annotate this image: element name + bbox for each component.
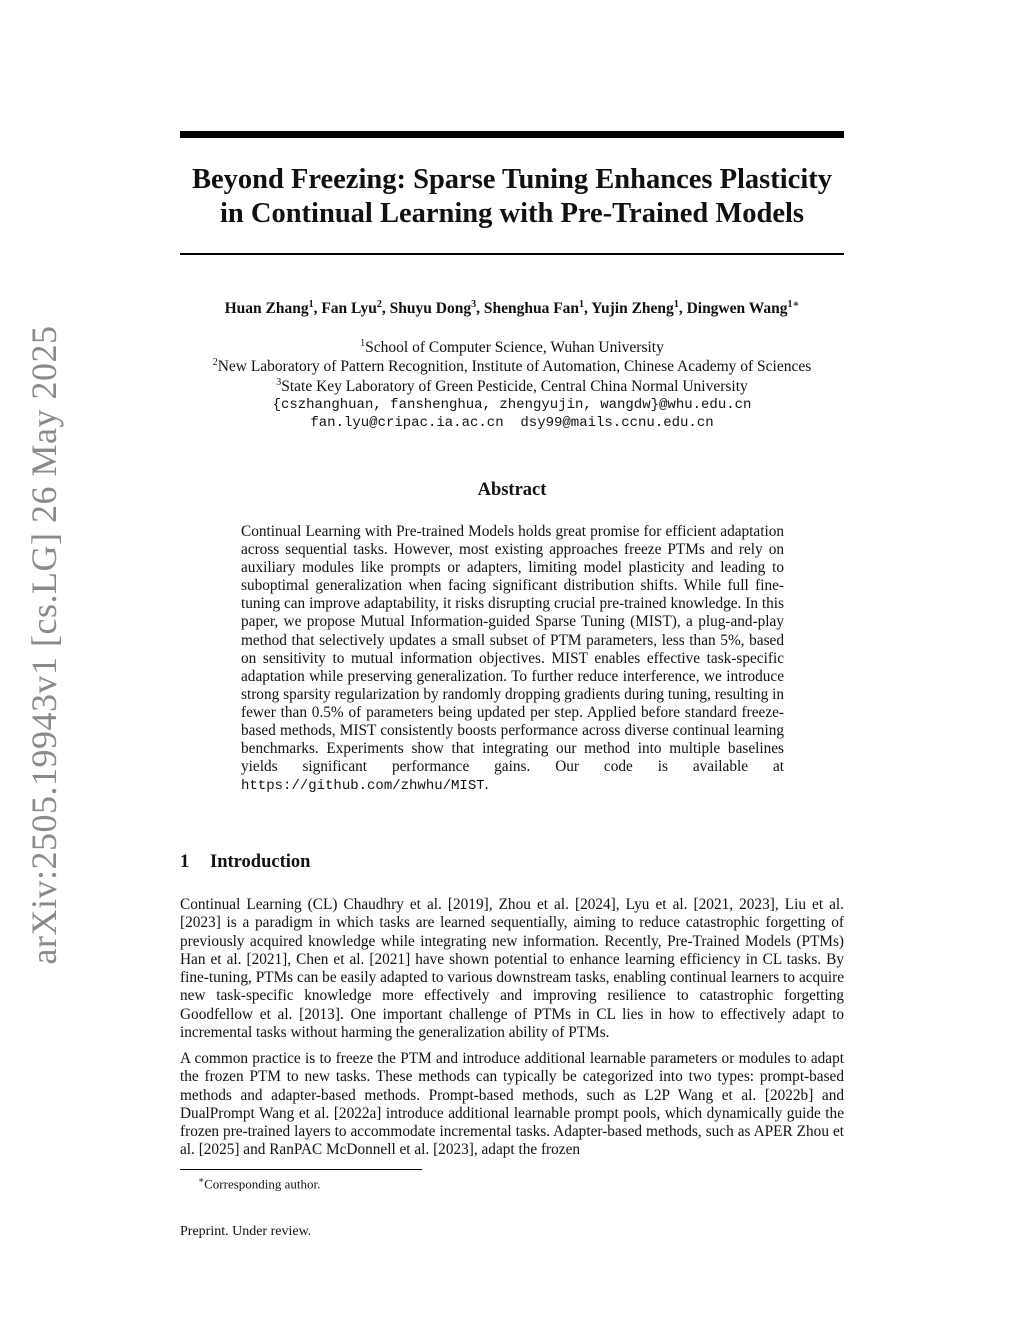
code-link[interactable]: https://github.com/zhwhu/MIST [241,778,485,795]
preprint-note: Preprint. Under review. [180,1224,312,1239]
intro-paragraph-1: Continual Learning (CL) Chaudhry et al. [2019], Zhou et al. [2024], Lyu et al. [2021, 2023], Liu et al. [2023] is a paradigm in which tasks are learned sequentially, aiming to reduce catastrophic forgetting of previously acquired knowledge while integrating new information. Recently, Pre-Trained Models (PTMs) Han et al. [2021], Chen et al. [2021] have shown potential to enhance learning efficiency in CL tasks. By fine-tuning, PTMs can be easily adapted to various downstream tasks, enabling continual learners to acquire new task-specific knowledge more effectively and improving resilience to catastrophic forgetting Goodfellow et al. [2013]. One important challenge of PTMs in CL lies in how to effectively adapt to incremental tasks without harming the generalization ability of PTMs. [180,896,844,1042]
affiliation: $^3$State Key Laboratory of Green Pesticide, Central China Normal University [276,377,748,396]
email-line-1[interactable]: {cszhanghuan, fanshenghua, zhengyujin, wangdw}@whu.edu.cn [272,397,752,413]
author-list: Huan Zhang$^1$, Fan Lyu$^2$, Shuyu Dong$^3$, Shenghua Fan$^1$, Yujin Zheng$^1$, Dingwen Wang$^{1∗}$ [224,299,800,318]
author: Shuyu Dong$^3$ [389,299,477,318]
author: Shenghua Fan$^1$ [483,299,585,318]
author: Fan Lyu$^2$ [321,299,382,318]
section-number: 1 [180,852,190,872]
footnote: ∗Corresponding author. [198,1175,321,1192]
footnote-rule [180,1169,422,1170]
abstract-text: Continual Learning with Pre-trained Models holds great promise for efficient adaptation across sequential tasks. However, most existing approaches freeze PTMs and rely on auxiliary modules like prompts or adapters, limiting model plasticity and leading to suboptimal generalization when facing significant distribution shifts. While full fine-tuning can improve adaptability, it risks disrupting crucial pre-trained knowledge. In this paper, we propose Mutual Information-guided Sparse Tuning (MIST), a plug-and-play method that selectively updates a small subset of PTM parameters, less than 5%, based on sensitivity to mutual information objectives. MIST enables effective task-specific adaptation while preserving generalization. To further reduce interference, we introduce strong sparsity regularization by randomly dropping gradients during tuning, resulting in fewer than 0.5% of parameters being updated per step. Applied before standard freeze-based methods, MIST consistently boosts performance across diverse continual learning benchmarks. Experiments show that integrating our method into multiple baselines yields significant performance gains. Our code is available at [241,523,784,776]
author: Huan Zhang$^1$ [224,299,314,318]
section-title: Introduction [210,852,311,872]
author: Dingwen Wang$^{1∗}$ [686,299,800,318]
abstract-heading: Abstract [477,480,547,500]
title-line-1: Beyond Freezing: Sparse Tuning Enhances Plasticity [191,164,832,195]
section-heading-introduction [180,852,310,873]
title-line-2: in Continual Learning with Pre-Trained Models [219,198,805,229]
author: Yujin Zheng$^1$ [591,299,679,318]
intro-paragraph-2: A common practice is to freeze the PTM and introduce additional learnable parameters or modules to adapt the frozen PTM to new tasks. These methods can typically be categorized into two types: prompt-based methods and adapter-based methods. Prompt-based methods, such as L2P Wang et al. [2022b] and DualPrompt Wang et al. [2022a] introduce additional learnable prompt pools, which dynamically guide the frozen pre-trained layers to accommodate incremental tasks. Adapter-based methods, such as APER Zhou et al. [2025] and RanPAC McDonnell et al. [2023], adapt the frozen [180,1050,844,1159]
paper-title [160,163,864,231]
abstract-body: Continual Learning with Pre-trained Models holds great promise for efficient adaptation across sequential tasks. However, most existing approaches freeze PTMs and rely on auxiliary modules like prompts or adapters, limiting model plasticity and leading to suboptimal generalization when facing significant distribution shifts. While full fine-tuning can improve adaptability, it risks disrupting crucial pre-trained knowledge. In this paper, we propose Mutual Information-guided Sparse Tuning (MIST), a plug-and-play method that selectively updates a small subset of PTM parameters, less than 5%, based on sensitivity to mutual information objectives. MIST enables effective task-specific adaptation while preserving generalization. To further reduce interference, we introduce strong sparsity regularization by randomly dropping gradients during tuning, resulting in fewer than 0.5% of parameters being updated per step. Applied before standard freeze-based methods, MIST consistently boosts performance across diverse continual learning benchmarks. Experiments show that integrating our method into multiple baselines yields significant performance gains. Our code is available at https://github.com/zhwhu/MIST. [241,523,784,795]
affiliation: $^2$New Laboratory of Pattern Recognition, Institute of Automation, Chinese Academy of Sciences [212,357,812,376]
title-bottom-rule [180,253,844,255]
arxiv-identifier [14,325,74,965]
title-top-rule [180,131,844,138]
email-line-2[interactable]: fan.lyu@cripac.ia.ac.cn dsy99@mails.ccnu.edu.cn [310,415,714,431]
arxiv-identifier-text: arXiv:2505.19943v1 [cs.LG] 26 May 2025 [24,325,64,965]
affiliation: $^1$School of Computer Science, Wuhan University [360,338,664,357]
